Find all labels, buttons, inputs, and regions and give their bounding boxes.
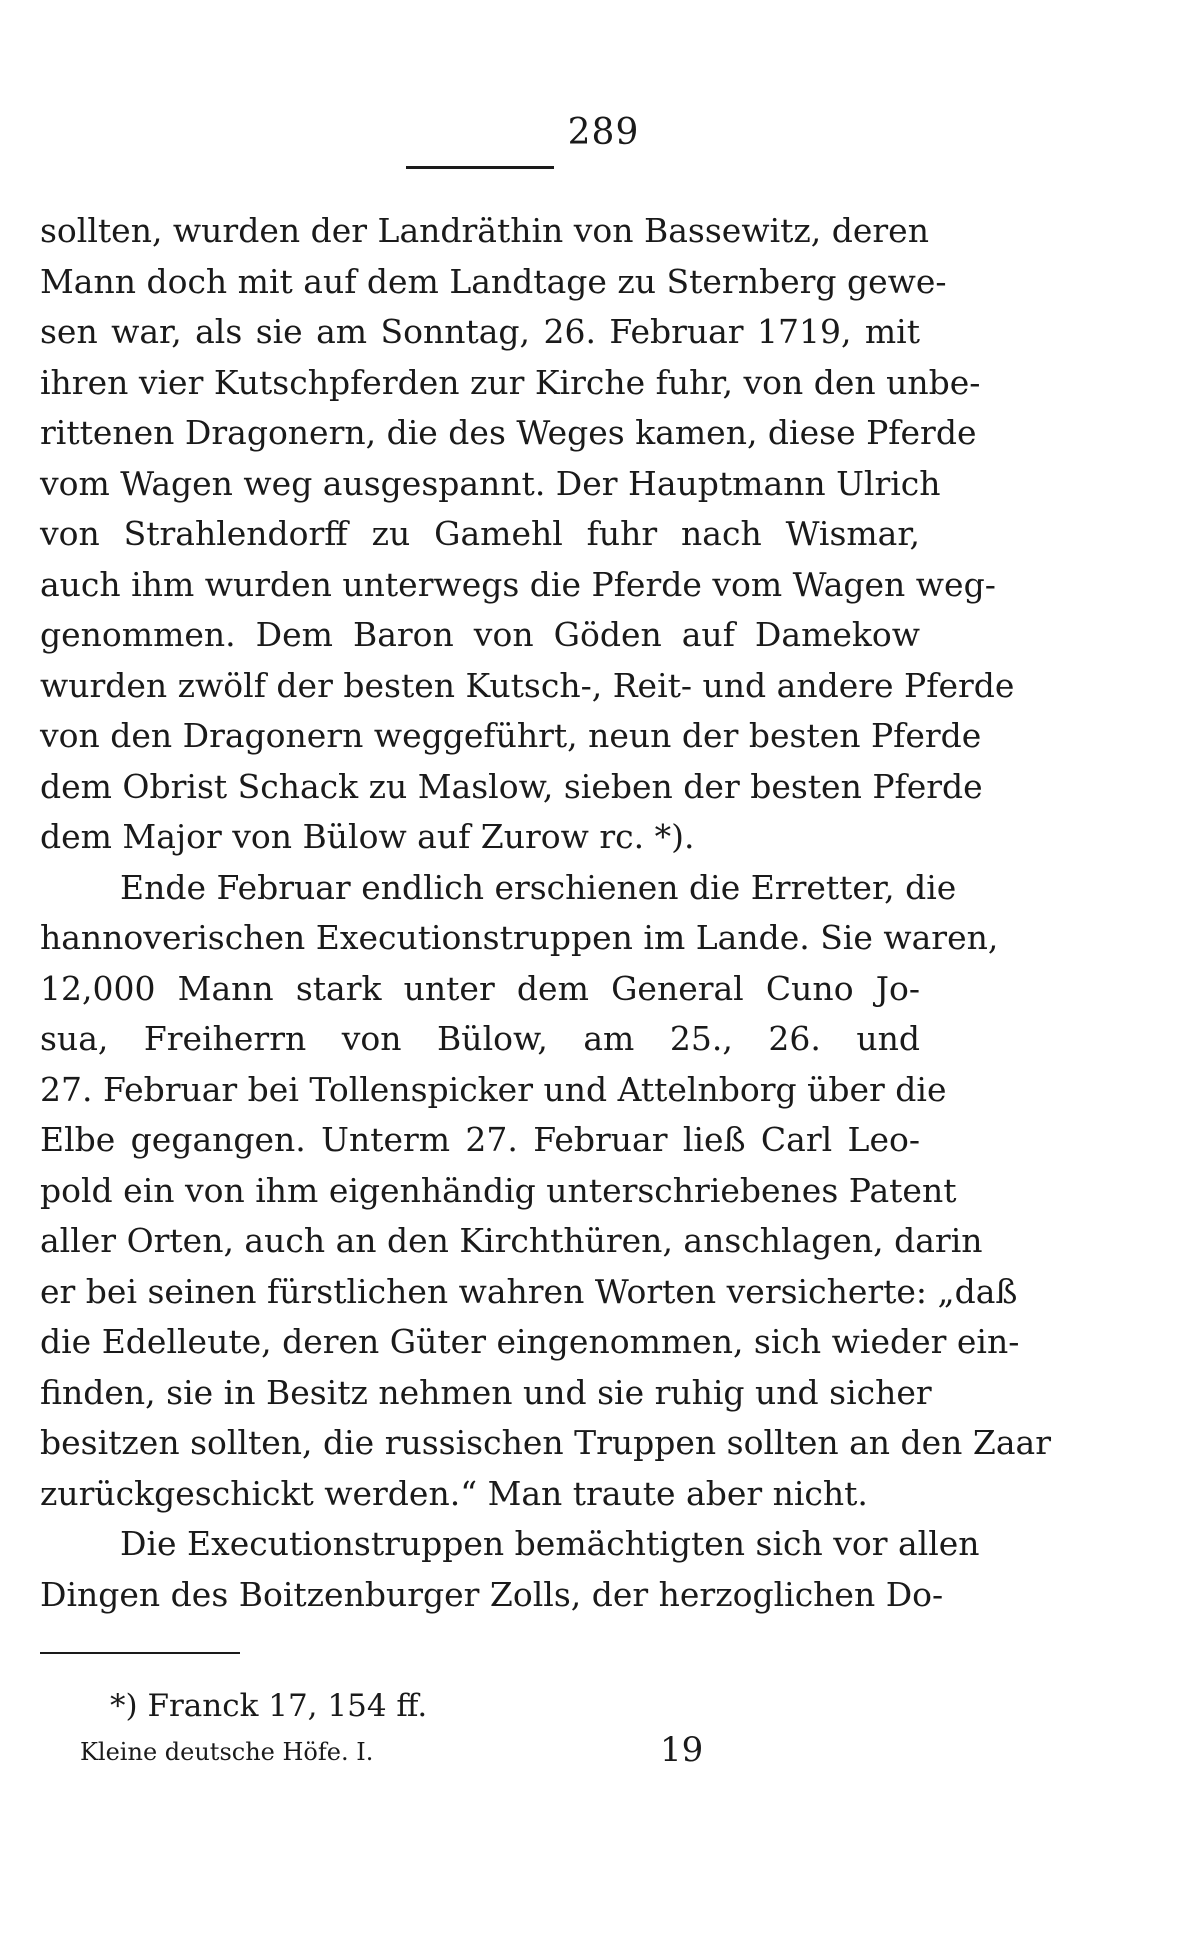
footnote-rule (40, 1652, 240, 1654)
text-line: Die Executionstruppen bemächtigten sich vor allen (120, 1524, 980, 1563)
header-rule (406, 166, 554, 169)
page-number: 289 (567, 112, 640, 153)
text-line: von den Dragonern weggeführt, neun der besten Pferde (40, 716, 982, 755)
text-line: sollten, wurden der Landräthin von Bassewitz, deren (40, 211, 929, 250)
text-line: er bei seinen fürstlichen wahren Worten versicherte: „daß (40, 1271, 1018, 1311)
sheet-number: 19 (660, 1730, 704, 1770)
text-line: ihren vier Kutschpferden zur Kirche fuhr, von den unbe- (40, 362, 981, 402)
text-line: pold ein von ihm eigenhändig unterschriebenes Patent (40, 1170, 957, 1210)
text-line: dem Major von Bülow auf Zurow rc. *). (40, 817, 695, 856)
text-line: rittenen Dragonern, die des Weges kamen, diese Pferde (40, 413, 977, 452)
text-line: die Edelleute, deren Güter eingenommen, sich wieder ein- (40, 1322, 1020, 1361)
text-line: hannoverischen Executionstruppen im Lande. Sie waren, (40, 918, 999, 957)
text-line: von Strahlendorff zu Gamehl fuhr nach Wismar, (40, 514, 920, 553)
text-line: sua, Freiherrn von Bülow, am 25., 26. und (40, 1019, 920, 1058)
text-line: Dingen des Boitzenburger Zolls, der herzoglichen Do- (40, 1574, 944, 1614)
text-line: 27. Februar bei Tollenspicker und Attelnborg über die (40, 1069, 947, 1109)
text-line: besitzen sollten, die russischen Truppen sollten an den Zaar (40, 1423, 1051, 1462)
text-line: vom Wagen weg ausgespannt. Der Hauptmann Ulrich (40, 463, 941, 503)
text-line: dem Obrist Schack zu Maslow, sieben der besten Pferde (40, 766, 983, 806)
text-line: finden, sie in Besitz nehmen und sie ruhig und sicher (40, 1372, 932, 1412)
text-line: Elbe gegangen. Unterm 27. Februar ließ Carl Leo- (40, 1120, 920, 1159)
text-line: Mann doch mit auf dem Landtage zu Sternberg gewe- (40, 261, 947, 301)
text-line: 12,000 Mann stark unter dem General Cuno Jo- (40, 968, 920, 1008)
text-line: sen war, als sie am Sonntag, 26. Februar 1719, mit (40, 312, 920, 351)
text-line: wurden zwölf der besten Kutsch-, Reit- und andere Pferde (40, 665, 1015, 705)
body-text (40, 206, 1051, 1620)
text-line: genommen. Dem Baron von Göden auf Damekow (40, 615, 920, 654)
text-line: auch ihm wurden unterwegs die Pferde vom Wagen weg- (40, 564, 996, 604)
text-line: zurückgeschickt werden.“ Man traute aber nicht. (40, 1473, 868, 1513)
signature-line: Kleine deutsche Höfe. I. (80, 1738, 374, 1766)
text-line: aller Orten, auch an den Kirchthüren, anschlagen, darin (40, 1221, 983, 1260)
footnote: *) Franck 17, 154 ff. (110, 1688, 428, 1724)
text-line: Ende Februar endlich erschienen die Erretter, die (120, 867, 957, 907)
